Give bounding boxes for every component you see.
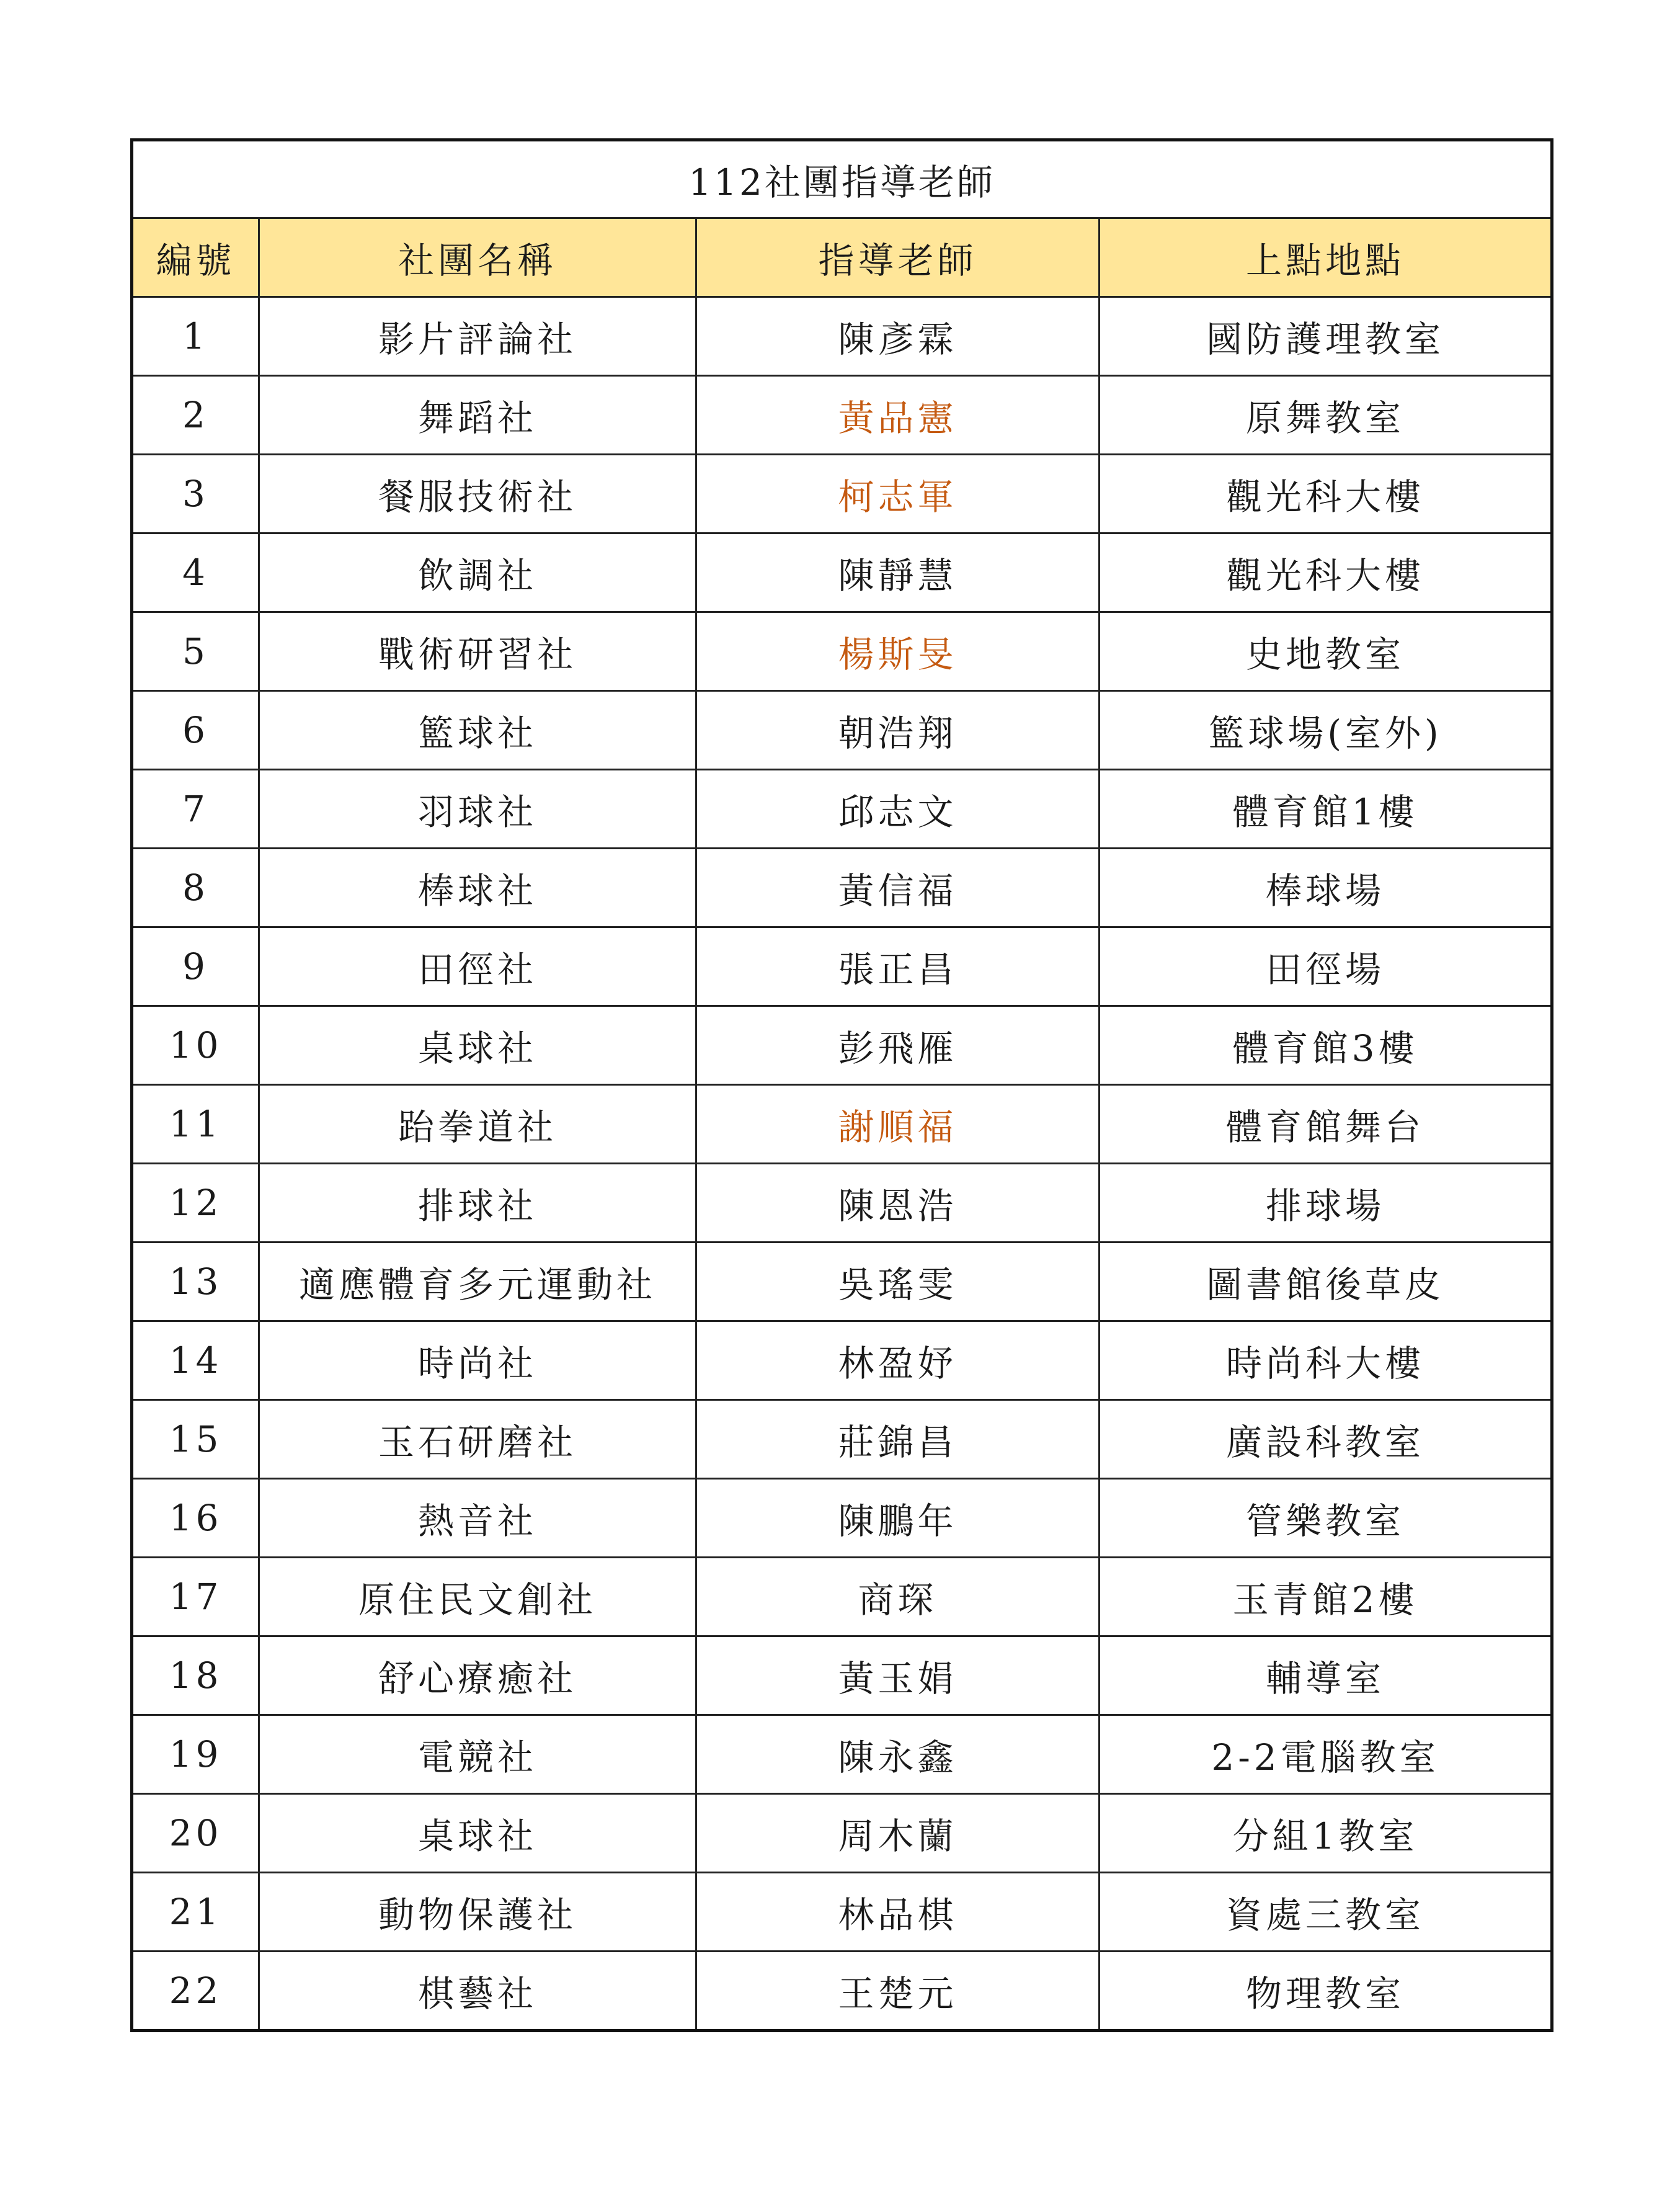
club-name-cell: 原住民文創社	[259, 1558, 696, 1636]
location-cell: 體育館1樓	[1100, 770, 1552, 849]
location-cell: 分組1教室	[1100, 1794, 1552, 1873]
club-name-cell: 羽球社	[259, 770, 696, 849]
row-number-cell: 16	[132, 1479, 259, 1558]
table-row	[132, 1479, 1552, 1558]
location-cell: 原舞教室	[1100, 376, 1552, 455]
table-row	[132, 533, 1552, 612]
row-number-cell: 22	[132, 1952, 259, 2031]
row-number-cell: 3	[132, 455, 259, 533]
club-name-cell: 棋藝社	[259, 1952, 696, 2031]
teacher-cell: 陳彥霖	[696, 297, 1100, 376]
table-row	[132, 376, 1552, 455]
teacher-cell: 張正昌	[696, 927, 1100, 1006]
club-name-cell: 跆拳道社	[259, 1085, 696, 1164]
row-number-cell: 2	[132, 376, 259, 455]
teacher-cell: 黃信福	[696, 849, 1100, 927]
table-row	[132, 1715, 1552, 1794]
location-cell: 國防護理教室	[1100, 297, 1552, 376]
club-name-cell: 玉石研磨社	[259, 1400, 696, 1479]
table-row	[132, 455, 1552, 533]
location-cell: 時尚科大樓	[1100, 1321, 1552, 1400]
club-name-cell: 時尚社	[259, 1321, 696, 1400]
location-cell: 管樂教室	[1100, 1479, 1552, 1558]
row-number-cell: 4	[132, 533, 259, 612]
teacher-cell: 莊錦昌	[696, 1400, 1100, 1479]
table-row	[132, 691, 1552, 770]
location-cell: 廣設科教室	[1100, 1400, 1552, 1479]
teacher-cell: 柯志軍	[696, 455, 1100, 533]
header-teacher: 指導老師	[696, 218, 1100, 297]
club-name-cell: 電競社	[259, 1715, 696, 1794]
club-name-cell: 戰術研習社	[259, 612, 696, 691]
row-number-cell: 12	[132, 1164, 259, 1243]
club-name-cell: 熱音社	[259, 1479, 696, 1558]
table-row	[132, 1794, 1552, 1873]
table-row	[132, 297, 1552, 376]
table-row	[132, 1558, 1552, 1636]
table-row	[132, 1085, 1552, 1164]
teacher-cell: 陳永鑫	[696, 1715, 1100, 1794]
location-cell: 體育館舞台	[1100, 1085, 1552, 1164]
row-number-cell: 20	[132, 1794, 259, 1873]
teacher-cell: 陳靜慧	[696, 533, 1100, 612]
teacher-cell: 楊斯旻	[696, 612, 1100, 691]
row-number-cell: 8	[132, 849, 259, 927]
row-number-cell: 18	[132, 1636, 259, 1715]
teacher-cell: 彭飛雁	[696, 1006, 1100, 1085]
teacher-cell: 吳瑤雯	[696, 1243, 1100, 1321]
row-number-cell: 6	[132, 691, 259, 770]
teacher-cell: 林盈妤	[696, 1321, 1100, 1400]
location-cell: 排球場	[1100, 1164, 1552, 1243]
header-location: 上點地點	[1100, 218, 1552, 297]
row-number-cell: 17	[132, 1558, 259, 1636]
table-row	[132, 612, 1552, 691]
table-row	[132, 927, 1552, 1006]
club-name-cell: 餐服技術社	[259, 455, 696, 533]
club-name-cell: 適應體育多元運動社	[259, 1243, 696, 1321]
table-row	[132, 1400, 1552, 1479]
row-number-cell: 13	[132, 1243, 259, 1321]
club-name-cell: 影片評論社	[259, 297, 696, 376]
club-advisor-table	[130, 138, 1553, 2032]
club-name-cell: 舒心療癒社	[259, 1636, 696, 1715]
teacher-cell: 黃品憲	[696, 376, 1100, 455]
teacher-cell: 周木蘭	[696, 1794, 1100, 1873]
location-cell: 體育館3樓	[1100, 1006, 1552, 1085]
club-name-cell: 棒球社	[259, 849, 696, 927]
location-cell: 田徑場	[1100, 927, 1552, 1006]
teacher-cell: 商琛	[696, 1558, 1100, 1636]
row-number-cell: 19	[132, 1715, 259, 1794]
table-row	[132, 1243, 1552, 1321]
location-cell: 圖書館後草皮	[1100, 1243, 1552, 1321]
club-name-cell: 桌球社	[259, 1794, 696, 1873]
row-number-cell: 5	[132, 612, 259, 691]
table-body	[132, 297, 1552, 2031]
row-number-cell: 14	[132, 1321, 259, 1400]
location-cell: 史地教室	[1100, 612, 1552, 691]
location-cell: 輔導室	[1100, 1636, 1552, 1715]
title-row	[132, 140, 1552, 218]
club-name-cell: 舞蹈社	[259, 376, 696, 455]
club-name-cell: 排球社	[259, 1164, 696, 1243]
row-number-cell: 7	[132, 770, 259, 849]
location-cell: 籃球場(室外)	[1100, 691, 1552, 770]
club-name-cell: 桌球社	[259, 1006, 696, 1085]
table-row	[132, 1873, 1552, 1952]
table-row	[132, 1636, 1552, 1715]
teacher-cell: 王楚元	[696, 1952, 1100, 2031]
row-number-cell: 1	[132, 297, 259, 376]
club-name-cell: 飲調社	[259, 533, 696, 612]
row-number-cell: 9	[132, 927, 259, 1006]
teacher-cell: 陳恩浩	[696, 1164, 1100, 1243]
club-name-cell: 籃球社	[259, 691, 696, 770]
location-cell: 玉青館2樓	[1100, 1558, 1552, 1636]
club-name-cell: 田徑社	[259, 927, 696, 1006]
header-row	[132, 218, 1552, 297]
row-number-cell: 10	[132, 1006, 259, 1085]
row-number-cell: 21	[132, 1873, 259, 1952]
row-number-cell: 11	[132, 1085, 259, 1164]
club-name-cell: 動物保護社	[259, 1873, 696, 1952]
header-number: 編號	[132, 218, 259, 297]
table-row	[132, 1006, 1552, 1085]
location-cell: 2-2電腦教室	[1100, 1715, 1552, 1794]
location-cell: 觀光科大樓	[1100, 455, 1552, 533]
table-row	[132, 849, 1552, 927]
teacher-cell: 陳鵬年	[696, 1479, 1100, 1558]
table-row	[132, 1952, 1552, 2031]
location-cell: 物理教室	[1100, 1952, 1552, 2031]
teacher-cell: 朝浩翔	[696, 691, 1100, 770]
table-row	[132, 770, 1552, 849]
teacher-cell: 謝順福	[696, 1085, 1100, 1164]
row-number-cell: 15	[132, 1400, 259, 1479]
teacher-cell: 黃玉娟	[696, 1636, 1100, 1715]
teacher-cell: 邱志文	[696, 770, 1100, 849]
location-cell: 資處三教室	[1100, 1873, 1552, 1952]
location-cell: 棒球場	[1100, 849, 1552, 927]
table-row	[132, 1321, 1552, 1400]
table-title: 112社團指導老師	[132, 140, 1552, 218]
location-cell: 觀光科大樓	[1100, 533, 1552, 612]
header-club: 社團名稱	[259, 218, 696, 297]
table-row	[132, 1164, 1552, 1243]
teacher-cell: 林品棋	[696, 1873, 1100, 1952]
